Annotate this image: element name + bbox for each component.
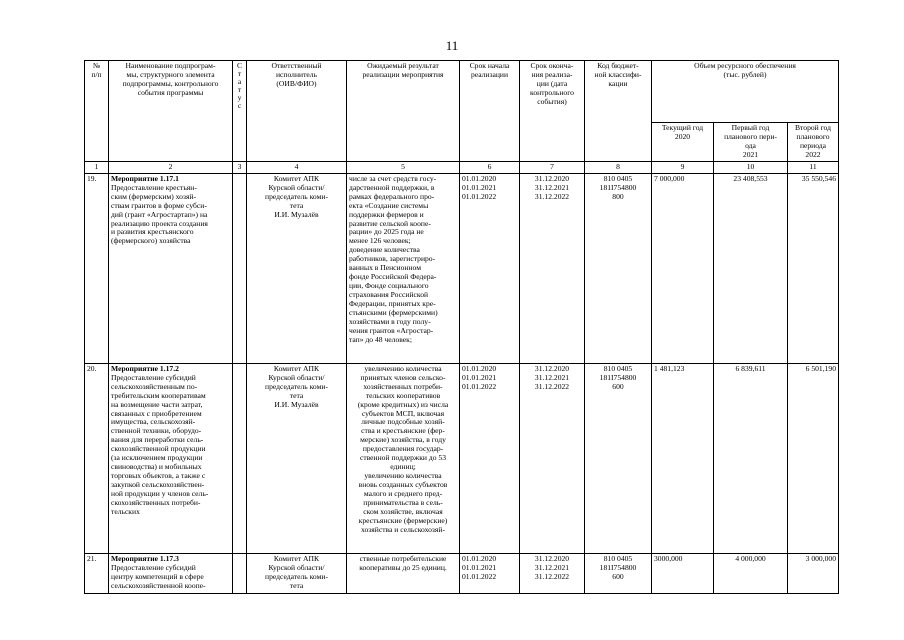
measure-cell [109, 363, 233, 553]
row-number: 20. [85, 363, 109, 553]
result-cell: ственные потребительские кооперативы до 25 единиц. [347, 553, 460, 593]
index-cell: 2 [109, 161, 233, 173]
index-cell: 9 [652, 161, 714, 173]
measure-cell [109, 553, 233, 593]
table-row [85, 173, 839, 363]
header-result: Ожидаемый результат реализации мероприятия [347, 61, 460, 162]
header-year-2020: Текущий год 2020 [652, 123, 714, 162]
index-row [85, 161, 839, 173]
header-year-2021: Первый год планового пери- ода 2021 [714, 123, 788, 162]
end-dates: 31.12.2020 31.12.2021 31.12.2022 [520, 553, 585, 593]
result-cell: числе за счет средств госу- дарственной поддержки, в рамках федерального про- екта «Создание системы поддержки фермеров и развитие сельской коопе- рации» до 2025 года не менее 126 человек; доведение количества работников, зарегистриро- ванных в Пенсионном фонде Российской Федера- ции, Фонде социального страхования Российской Федерации, принятых кре- стьянскими (фермерскими) хозяйствами в году полу- чения грантов «Агростар- тап» до 48 человек; [347, 173, 460, 363]
index-cell: 10 [714, 161, 788, 173]
amount-2021: 6 839,611 [714, 363, 788, 553]
header-end: Срок оконча- ния реализа- ции (дата контрольного события) [520, 61, 585, 162]
measure-title: Мероприятие 1.17.1 [111, 173, 179, 183]
index-cell: 1 [85, 161, 109, 173]
amount-2020: 3000,000 [652, 553, 714, 593]
measure-description: Предоставление субсидий сельскохозяйственным по- требительским кооперативам на возмещение части затрат, связанных с приобретением имущества, сельскохозяй- ственной техники, оборудо- вания для переработки сель- скохозяйственной продукции (за исключением продукции свиноводства) и мобильных торговых объектов, а также с закупкой сельскохозяйствен- ной продукции у членов сель- скохозяйственных потреби- тельских [111, 372, 209, 517]
header-executor: Ответственный исполнитель (ОИВ/ФИО) [247, 61, 347, 162]
program-table [84, 60, 839, 594]
executor-cell: Комитет АПК Курской области/ председатель коми- тета [247, 553, 347, 593]
header-status: С т а т у с [233, 61, 247, 162]
table-row [85, 363, 839, 553]
status-cell [233, 553, 247, 593]
start-dates: 01.01.2020 01.01.2021 01.01.2022 [460, 553, 520, 593]
executor-cell: Комитет АПК Курской области/ председатель коми- тета И.И. Музалёв [247, 173, 347, 363]
amount-2022: 6 501,190 [788, 363, 839, 553]
amount-2021: 23 408,553 [714, 173, 788, 363]
measure-title: Мероприятие 1.17.2 [111, 363, 179, 373]
index-cell: 8 [585, 161, 652, 173]
kbk-cell: 810 0405 181I754800 600 [585, 553, 652, 593]
amount-2022: 35 550,546 [788, 173, 839, 363]
kbk-cell: 810 0405 181I754800 600 [585, 363, 652, 553]
start-dates: 01.01.2020 01.01.2021 01.01.2022 [460, 363, 520, 553]
end-dates: 31.12.2020 31.12.2021 31.12.2022 [520, 173, 585, 363]
header-row [85, 61, 839, 123]
row-number: 19. [85, 173, 109, 363]
table-row [85, 553, 839, 593]
header-resources: Объем ресурсного обеспечения (тыс. рублей) [652, 61, 839, 123]
index-cell: 6 [460, 161, 520, 173]
measure-cell [109, 173, 233, 363]
result-cell: увеличению количества принятых членов сельско- хозяйственных потреби- тельских кооперативов (кроме кредитных) из числа субъектов МСП, включая личные подсобные хозяй- ства и крестьянские (фер- мерские) хозяйства, в году предоставления государ- ственной поддержки до 53 единиц; увеличению количества вновь созданных субъектов малого и среднего пред- принимательства в сель- ском хозяйстве, включая крестьянские (фермерские) хозяйства и сельскохозяй- [347, 363, 460, 553]
measure-title: Мероприятие 1.17.3 [111, 553, 179, 563]
measure-description: Предоставление крестьян- ским (фермерским) хозяй- ствам грантов в форме субси- дий (грант «Агростартап») на реализацию проекта создания и развития крестьянского (фермерского) хозяйства [111, 182, 208, 246]
row-number: 21. [85, 553, 109, 593]
index-cell: 3 [233, 161, 247, 173]
header-name: Наименование подпрограм- мы, структурного элемента подпрограммы, контрольного события программы [109, 61, 233, 162]
page-number: 11 [445, 38, 459, 53]
measure-description: Предоставление субсидий центру компетенций в сфере сельскохозяйственной коопе- [111, 562, 206, 590]
header-number: № п/п [85, 61, 109, 162]
kbk-cell: 810 0405 181I754800 800 [585, 173, 652, 363]
amount-2020: 7 000,000 [652, 173, 714, 363]
executor-cell: Комитет АПК Курской области/ председатель коми- тета И.И. Музалёв [247, 363, 347, 553]
index-cell: 11 [788, 161, 839, 173]
amount-2021: 4 000,000 [714, 553, 788, 593]
header-start: Срок начала реализации [460, 61, 520, 162]
index-cell: 5 [347, 161, 460, 173]
index-cell: 4 [247, 161, 347, 173]
amount-2022: 3 000,000 [788, 553, 839, 593]
header-kbk: Код бюджет- ной классифи- кации [585, 61, 652, 162]
end-dates: 31.12.2020 31.12.2021 31.12.2022 [520, 363, 585, 553]
header-year-2022: Второй год планового периода 2022 [788, 123, 839, 162]
status-cell [233, 363, 247, 553]
index-cell: 7 [520, 161, 585, 173]
amount-2020: 1 481,123 [652, 363, 714, 553]
status-cell [233, 173, 247, 363]
start-dates: 01.01.2020 01.01.2021 01.01.2022 [460, 173, 520, 363]
